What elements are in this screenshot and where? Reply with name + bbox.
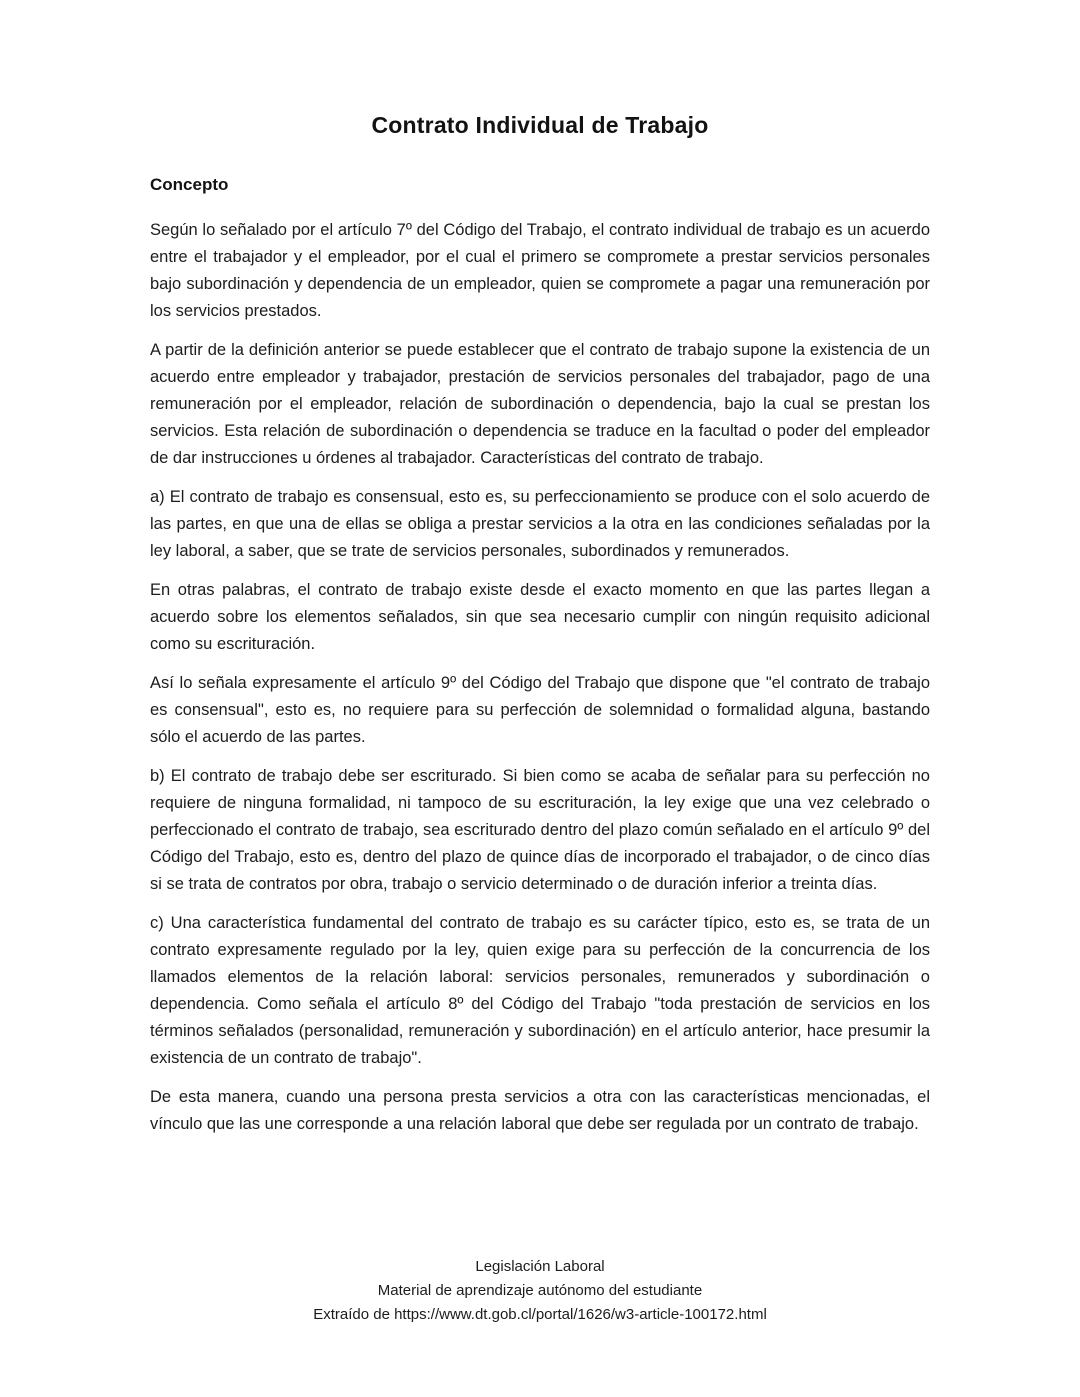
footer-course-name: Legislación Laboral xyxy=(475,1258,605,1275)
footer-material-description: Material de aprendizaje autónomo del estudiante xyxy=(377,1282,703,1299)
paragraph-conclusion: De esta manera, cuando una persona presta servicios a otra con las características mencionadas, el vínculo que las une corresponde a una relación laboral que debe ser regulada por un contrato de trabajo. xyxy=(150,1088,930,1133)
paragraph-b-escriturado: b) El contrato de trabajo debe ser escriturado. Si bien como se acaba de señalar para su perfección no requiere de ninguna formalidad, ni tampoco de su escrituración, la ley exige que una vez celebrado o perfeccionado el contrato de trabajo, sea escriturado dentro del plazo común señalado en el artículo 9º del Código del Trabajo, esto es, dentro del plazo de quince días de incorporado el trabajador, o de cinco días si se trata de contratos por obra, trabajo o servicio determinado o de duración inferior a treinta días. xyxy=(150,767,930,893)
paragraph-c-caracter-tipico: c) Una característica fundamental del contrato de trabajo es su carácter típico, esto es, se trata de un contrato expresamente regulado por la ley, quien exige para su perfección de la concurrencia de los llamados elementos de la relación laboral: servicios personales, remunerados y subordinación o dependencia. Como señala el artículo 8º del Código del Trabajo "toda prestación de servicios en los términos señalados (personalidad, remuneración y subordinación) en el artículo anterior, hace presumir la existencia de un contrato de trabajo". xyxy=(150,914,930,1067)
paragraph-elementos-contrato: A partir de la definición anterior se puede establecer que el contrato de trabajo supone la existencia de un acuerdo entre empleador y trabajador, prestación de servicios personales del trabajador, pago de una remuneración por el empleador, relación de subordinación o dependencia, bajo la cual se prestan los servicios. Esta relación de subordinación o dependencia se traduce en la facultad o poder del empleador de dar instrucciones u órdenes al trabajador. Características del contrato de trabajo. xyxy=(150,341,930,467)
paragraph-articulo-9: Así lo señala expresamente el artículo 9º del Código del Trabajo que dispone que "el contrato de trabajo es consensual", esto es, no requiere para su perfección de solemnidad o formalidad alguna, bastando sólo el acuerdo de las partes. xyxy=(150,674,930,746)
footer-source-url: Extraído de https://www.dt.gob.cl/portal/1626/w3-article-100172.html xyxy=(313,1306,767,1323)
paragraph-a-consensual: a) El contrato de trabajo es consensual, esto es, su perfeccionamiento se produce con el solo acuerdo de las partes, en que una de ellas se obliga a prestar servicios a la otra en las condiciones señaladas por la ley laboral, a saber, que se trate de servicios personales, subordinados y remunerados. xyxy=(150,488,930,560)
paragraph-definition-articulo-7: Según lo señalado por el artículo 7º del Código del Trabajo, el contrato individual de trabajo es un acuerdo entre el trabajador y el empleador, por el cual el primero se compromete a prestar servicios personales bajo subordinación y dependencia de un empleador, quien se compromete a pagar una remuneración por los servicios prestados. xyxy=(150,221,930,320)
page-footer xyxy=(150,1215,930,1327)
section-heading-concepto: Concepto xyxy=(150,175,229,194)
paragraph-en-otras-palabras: En otras palabras, el contrato de trabajo existe desde el exacto momento en que las partes llegan a acuerdo sobre los elementos señalados, sin que sea necesario cumplir con ningún requisito adicional como su escrituración. xyxy=(150,581,930,653)
page-title: Contrato Individual de Trabajo xyxy=(371,112,709,138)
